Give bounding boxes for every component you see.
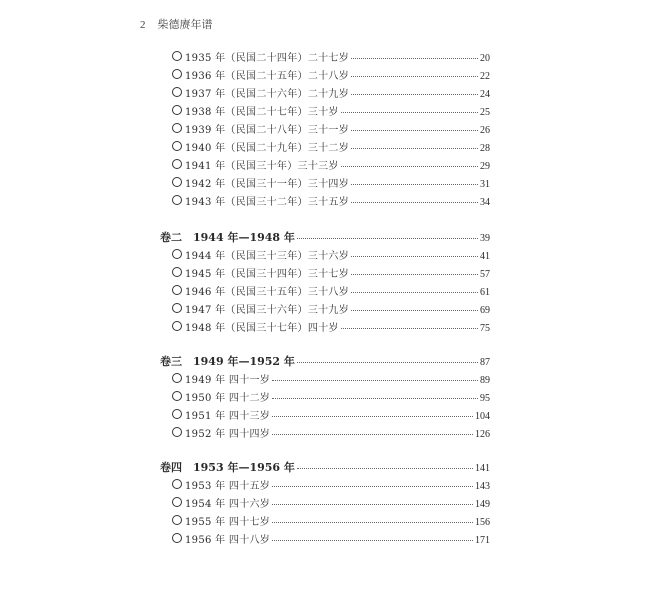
toc-entry-page: 26 <box>480 125 490 136</box>
toc-entry-label: 1941 年（民国三十年）三十三岁 <box>185 161 339 172</box>
circle-bullet-icon <box>172 51 182 61</box>
toc-entry[interactable] <box>160 247 490 265</box>
dot-leader <box>272 486 473 487</box>
toc-entry-label: 1935 年（民国二十四年）二十七岁 <box>185 53 350 64</box>
dot-leader <box>351 202 478 203</box>
toc-entry-page: 156 <box>475 517 490 528</box>
dot-leader <box>341 166 478 167</box>
circle-bullet-icon <box>172 303 182 313</box>
toc-section-heading[interactable] <box>160 229 490 247</box>
circle-bullet-icon <box>172 87 182 97</box>
toc-entry-page: 57 <box>480 269 490 280</box>
toc-entry[interactable] <box>160 265 490 283</box>
dot-leader <box>351 310 478 311</box>
toc-entry-label: 1943 年（民国三十二年）三十五岁 <box>185 197 350 208</box>
toc-entry-page: 61 <box>480 287 490 298</box>
dot-leader <box>297 468 473 469</box>
section-label: 卷四 1953 年—1956 年 <box>160 461 295 474</box>
toc-entry[interactable] <box>160 371 490 389</box>
dot-leader <box>272 380 478 381</box>
circle-bullet-icon <box>172 321 182 331</box>
toc-entry-page: 22 <box>480 71 490 82</box>
toc-section-heading[interactable] <box>160 459 490 477</box>
toc-entry-page: 89 <box>480 375 490 386</box>
toc-entry-page: 171 <box>475 535 490 546</box>
section-page: 141 <box>475 463 490 474</box>
toc-entry-label: 1953 年 四十五岁 <box>185 481 271 492</box>
dot-leader <box>297 238 478 239</box>
toc-entry[interactable] <box>160 193 490 211</box>
toc-entry-page: 126 <box>475 429 490 440</box>
circle-bullet-icon <box>172 373 182 383</box>
toc-entry-label: 1936 年（民国二十五年）二十八岁 <box>185 71 350 82</box>
toc-entry[interactable] <box>160 49 490 67</box>
section-label: 卷三 1949 年—1952 年 <box>160 355 295 368</box>
table-of-contents <box>160 49 490 549</box>
toc-entry-label: 1939 年（民国二十八年）三十一岁 <box>185 125 350 136</box>
toc-entry[interactable] <box>160 319 490 337</box>
toc-entry-label: 1956 年 四十八岁 <box>185 535 271 546</box>
page-header <box>140 16 213 32</box>
circle-bullet-icon <box>172 427 182 437</box>
toc-entry-label: 1952 年 四十四岁 <box>185 429 271 440</box>
toc-entry-label: 1948 年（民国三十七年）四十岁 <box>185 323 339 334</box>
toc-entry-label: 1942 年（民国三十一年）三十四岁 <box>185 179 350 190</box>
toc-entry[interactable] <box>160 121 490 139</box>
toc-group <box>160 229 490 337</box>
dot-leader <box>272 504 473 505</box>
circle-bullet-icon <box>172 533 182 543</box>
toc-entry[interactable] <box>160 85 490 103</box>
section-page: 39 <box>480 233 490 244</box>
toc-entry-label: 1938 年（民国二十七年）三十岁 <box>185 107 339 118</box>
toc-entry-label: 1940 年（民国二十九年）三十二岁 <box>185 143 350 154</box>
circle-bullet-icon <box>172 249 182 259</box>
toc-entry[interactable] <box>160 477 490 495</box>
circle-bullet-icon <box>172 515 182 525</box>
toc-entry[interactable] <box>160 513 490 531</box>
circle-bullet-icon <box>172 69 182 79</box>
circle-bullet-icon <box>172 195 182 205</box>
toc-entry[interactable] <box>160 425 490 443</box>
circle-bullet-icon <box>172 123 182 133</box>
toc-entry-page: 149 <box>475 499 490 510</box>
toc-entry[interactable] <box>160 283 490 301</box>
dot-leader <box>351 184 478 185</box>
toc-entry-label: 1955 年 四十七岁 <box>185 517 271 528</box>
toc-entry[interactable] <box>160 531 490 549</box>
circle-bullet-icon <box>172 159 182 169</box>
toc-entry-page: 24 <box>480 89 490 100</box>
dot-leader <box>351 76 478 77</box>
toc-entry-label: 1946 年（民国三十五年）三十八岁 <box>185 287 350 298</box>
toc-entry-page: 69 <box>480 305 490 316</box>
toc-entry-page: 25 <box>480 107 490 118</box>
toc-entry[interactable] <box>160 139 490 157</box>
circle-bullet-icon <box>172 409 182 419</box>
toc-entry-label: 1950 年 四十二岁 <box>185 393 271 404</box>
dot-leader <box>351 274 478 275</box>
toc-entry[interactable] <box>160 67 490 85</box>
circle-bullet-icon <box>172 177 182 187</box>
page-number: 2 <box>140 19 146 31</box>
dot-leader <box>351 292 478 293</box>
toc-entry-label: 1949 年 四十一岁 <box>185 375 271 386</box>
circle-bullet-icon <box>172 141 182 151</box>
toc-section-heading[interactable] <box>160 353 490 371</box>
toc-entry-page: 29 <box>480 161 490 172</box>
section-page: 87 <box>480 357 490 368</box>
circle-bullet-icon <box>172 267 182 277</box>
toc-entry-label: 1945 年（民国三十四年）三十七岁 <box>185 269 350 280</box>
dot-leader <box>272 522 473 523</box>
dot-leader <box>341 112 478 113</box>
toc-entry-label: 1944 年（民国三十三年）三十六岁 <box>185 251 350 262</box>
dot-leader <box>272 540 473 541</box>
dot-leader <box>272 398 478 399</box>
toc-entry-page: 75 <box>480 323 490 334</box>
toc-group <box>160 459 490 549</box>
dot-leader <box>341 328 478 329</box>
toc-entry-label: 1954 年 四十六岁 <box>185 499 271 510</box>
dot-leader <box>351 148 478 149</box>
toc-entry-label: 1951 年 四十三岁 <box>185 411 271 422</box>
toc-entry-label: 1937 年（民国二十六年）二十九岁 <box>185 89 350 100</box>
dot-leader <box>272 434 473 435</box>
toc-entry[interactable] <box>160 407 490 425</box>
dot-leader <box>297 362 478 363</box>
toc-entry-label: 1947 年（民国三十六年）三十九岁 <box>185 305 350 316</box>
toc-entry-page: 34 <box>480 197 490 208</box>
toc-entry-page: 95 <box>480 393 490 404</box>
toc-group <box>160 49 490 211</box>
dot-leader <box>351 130 478 131</box>
circle-bullet-icon <box>172 285 182 295</box>
toc-entry-page: 31 <box>480 179 490 190</box>
toc-entry[interactable] <box>160 389 490 407</box>
toc-entry-page: 28 <box>480 143 490 154</box>
circle-bullet-icon <box>172 105 182 115</box>
toc-entry[interactable] <box>160 495 490 513</box>
book-title: 柴德赓年谱 <box>157 18 213 31</box>
toc-entry-page: 143 <box>475 481 490 492</box>
toc-entry-page: 41 <box>480 251 490 262</box>
toc-entry-page: 20 <box>480 53 490 64</box>
dot-leader <box>351 256 478 257</box>
section-label: 卷二 1944 年—1948 年 <box>160 231 295 244</box>
toc-entry[interactable] <box>160 157 490 175</box>
toc-entry-page: 104 <box>475 411 490 422</box>
toc-group <box>160 353 490 443</box>
circle-bullet-icon <box>172 391 182 401</box>
circle-bullet-icon <box>172 479 182 489</box>
dot-leader <box>272 416 473 417</box>
dot-leader <box>351 94 478 95</box>
toc-entry[interactable] <box>160 301 490 319</box>
toc-entry[interactable] <box>160 103 490 121</box>
circle-bullet-icon <box>172 497 182 507</box>
toc-entry[interactable] <box>160 175 490 193</box>
dot-leader <box>351 58 478 59</box>
